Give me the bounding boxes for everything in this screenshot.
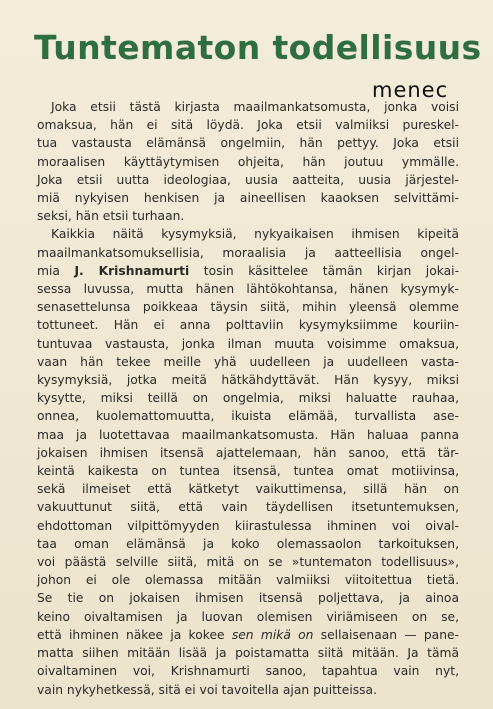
text-line: kysymyksiä, jotka meitä hätkähdyttävät. Hän kysyy, miksi (37, 373, 459, 388)
text-line: vaan hän tekee meille yhä uudelleen ja uudelleen vasta- (37, 354, 459, 369)
text-fragment: tosin käsittelee tämän kirjan jokai- (189, 263, 460, 278)
emphasis-text: sen mikä on (231, 627, 314, 642)
text-line: moraalisen käyttäytymisen ohjeita, hän joutuu ymmälle. (37, 154, 459, 169)
text-line: onnea, kuolemattomuutta, ikuista elämää, turvallista ase- (37, 409, 459, 424)
text-line: vakuuttunut siitä, että vain täydellisen itsetuntemuksen, (37, 500, 459, 515)
text-line: sessa luvussa, mutta hänen lähtökohtansa, hänen kysymyk- (37, 282, 459, 297)
text-line: keintä kaikesta on tuntea itsensä, tuntea omat motiivinsa, (37, 464, 459, 479)
text-line: maa ja luotettavaa maailmankatsomusta. Hän haluaa panna (37, 427, 459, 442)
paragraph-2 (37, 225, 459, 698)
text-line: miä nykyisen henkisen ja aineellisen kaaoksen selvittämi- (37, 191, 459, 206)
text-line: matta siihen mitään lisää ja poistamatta siitä mitään. Ja tämä (37, 646, 459, 661)
text-fragment: mia (37, 263, 75, 278)
text-line: kysytte, miksi teillä on ongelmia, miksi haluatte rauhaa, (37, 391, 459, 406)
text-line: Joka etsii uutta ideologiaa, uusia aatteita, uusia järjestel- (37, 172, 459, 187)
text-line: keino oivaltamisen ja luovan olemisen viriämiseen on se, (37, 609, 459, 624)
text-line: oivaltaminen voi, Krishnamurti sanoo, tapahtua vain nyt, (37, 664, 459, 679)
text-fragment: sellaisenaan — pane- (313, 627, 459, 642)
text-line: taa oman elämänsä ja koko olemassaolon tarkoituksen, (37, 536, 459, 551)
text-line: tua vastausta elämänsä ongelmiin, hän pettyy. Joka etsii (37, 136, 459, 151)
paragraph-1 (37, 98, 459, 225)
text-line: Kaikkia näitä kysymyksiä, nykyaikaisen ihmisen kipeitä (51, 227, 459, 242)
text-line: ehdottoman vilpittömyyden kiirastulessa ihminen voi oival- (37, 518, 459, 533)
text-line: tuntuvaa vastausta, jonka ilman muuta voisimme omaksua, (37, 336, 459, 351)
text-line: Joka etsii tästä kirjasta maailmankatsomusta, jonka voisi (51, 100, 459, 114)
watermark-label: menec (372, 78, 449, 102)
page-title: Tuntematon todellisuus (34, 28, 482, 67)
text-line: maailmankatsomuksellisia, moraalisia ja aatteellisia ongel- (37, 245, 459, 260)
text-line: omaksua, hän ei sitä löydä. Joka etsii valmiiksi pureskel- (37, 118, 459, 133)
author-name: J. Krishnamurti (74, 263, 190, 278)
text-line: sekä ilmeiset että kätketyt vaikuttimensa, sillä hän on (37, 482, 459, 497)
text-line (37, 262, 459, 280)
text-fragment: että ihminen näkee ja kokee (37, 627, 232, 642)
text-line: vain nykyhetkessä, sitä ei voi tavoitella ajan puitteissa. (37, 682, 377, 697)
text-line: voi päästä selville siitä, mitä on se »tuntematon todellisuus», (37, 555, 459, 570)
text-line: Se tie on jokaisen ihmisen itsensä poljettava, ja ainoa (37, 591, 459, 606)
text-line: johon ei ole olemassa mitään valmiiksi viitoitettua tietä. (37, 573, 459, 588)
body-text (37, 98, 459, 699)
text-line: tottuneet. Hän ei anna polttaviin kysymyksiimme kouriin- (37, 318, 459, 333)
text-line: jokaisen ihmisen itsensä ajattelemaan, hän sanoo, että tär- (37, 445, 459, 460)
text-line: senasettelunsa poikkeaa täysin siitä, mihin yleensä olemme (37, 300, 459, 315)
text-line: seksi, hän etsii turhaan. (37, 209, 185, 224)
text-line (37, 626, 459, 644)
